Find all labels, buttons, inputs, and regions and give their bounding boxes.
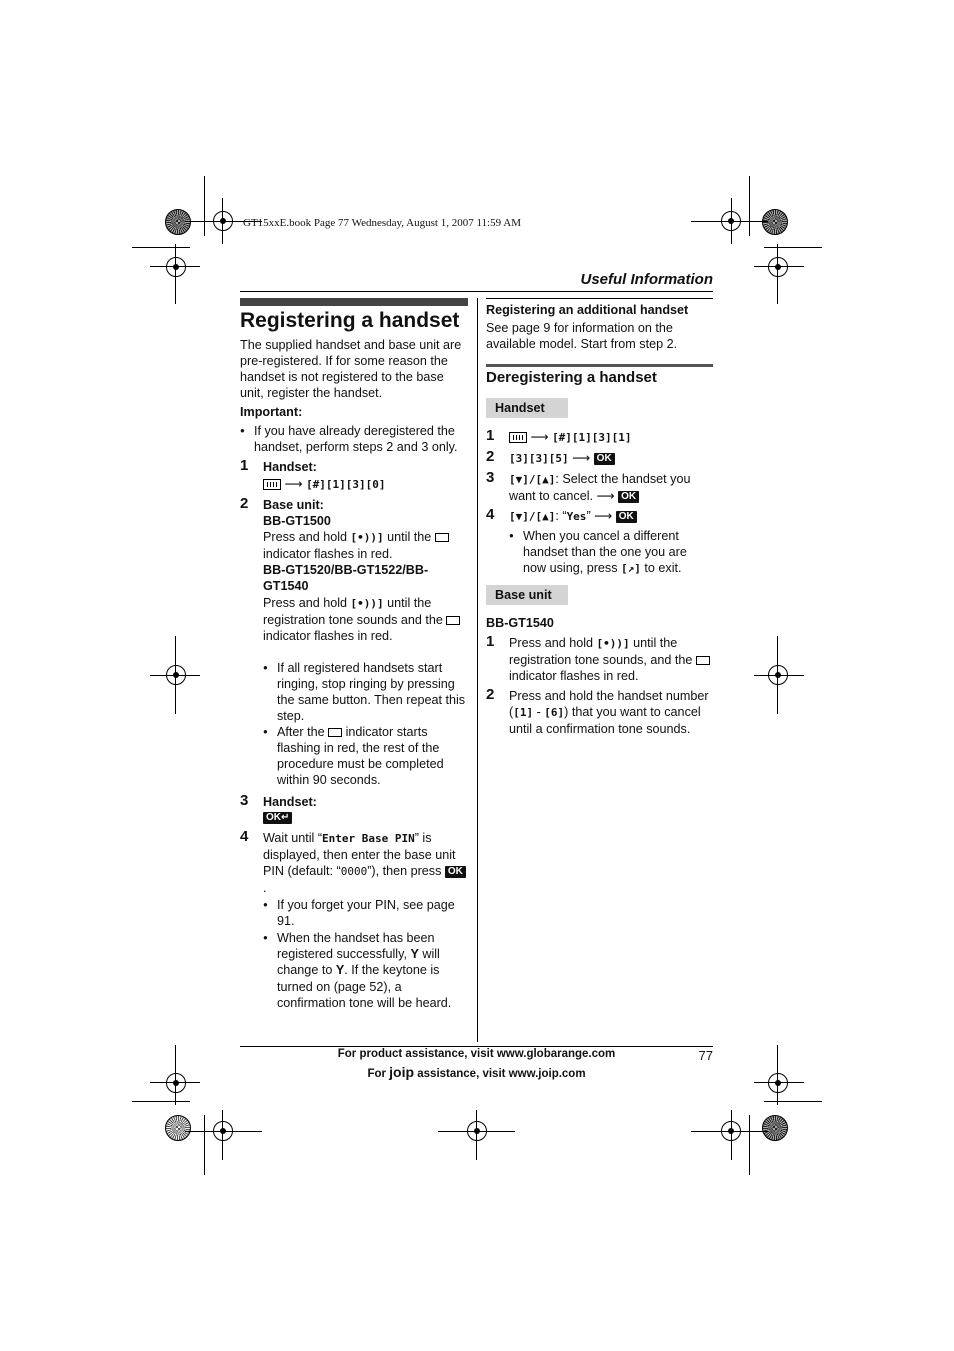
registration-disc-icon <box>762 1115 788 1141</box>
text: : “ <box>555 509 567 524</box>
dereg-step-1 <box>486 429 713 446</box>
ok-key-icon: OK <box>618 491 639 503</box>
text: When you cancel a different handset than the one you are now using, press <box>523 528 687 575</box>
ok-key-icon: OK <box>616 511 637 523</box>
registration-disc-icon <box>762 209 788 235</box>
joip-logo: joip <box>389 1064 415 1080</box>
section-title: Useful Information <box>580 271 713 288</box>
step-number: 1 <box>240 456 249 474</box>
text: Press and hold <box>509 635 597 650</box>
additional-handset-title: Registering an additional handset <box>486 303 689 317</box>
right-top-rule <box>486 298 713 299</box>
step-number: 3 <box>486 469 495 487</box>
step-number: 2 <box>486 686 495 704</box>
display-prompt: Enter Base PIN <box>322 831 415 845</box>
navigator-keys: [▼]/[▲] <box>509 473 556 487</box>
right-column <box>486 302 713 352</box>
led-indicator-icon <box>696 656 710 665</box>
left-column <box>240 309 468 1011</box>
text: . <box>263 881 267 895</box>
locator-key-icon: [•))] <box>350 531 384 545</box>
locator-key-icon: [•))] <box>596 636 630 650</box>
base-step-2 <box>486 688 713 737</box>
text: indicator starts flashing in red, the rest of the procedure must be completed within 90 seconds. <box>277 725 444 788</box>
step-number: 4 <box>240 827 249 845</box>
important-label: Important: <box>240 405 303 420</box>
model-name: BB-GT1500 <box>263 514 331 529</box>
step-number: 2 <box>486 448 495 466</box>
step-keys <box>263 476 468 493</box>
text: After the <box>277 725 329 740</box>
text: For <box>367 1068 390 1080</box>
text: Press and hold <box>263 530 351 545</box>
key-sequence: [3][3][5] <box>509 452 569 466</box>
arrow-icon: ⟶ <box>572 451 591 466</box>
default-pin: 0000 <box>340 864 368 878</box>
text: to exit. <box>640 560 682 575</box>
arrow-icon: ⟶ <box>596 489 615 504</box>
dereg-step-4 <box>486 508 713 576</box>
footer-line-2 <box>300 1064 653 1080</box>
step-number: 4 <box>486 506 495 524</box>
locator-key-icon: [•))] <box>350 596 384 610</box>
base-unit-bar: Base unit <box>486 585 568 605</box>
text: - <box>533 705 545 720</box>
step-label: Handset: <box>263 794 317 809</box>
arrow-icon: ⟶ <box>284 476 303 491</box>
handset-bar: Handset <box>486 398 568 418</box>
step-label: Handset: <box>263 459 317 474</box>
step4-bullet: ● If you forget your PIN, see page 91. <box>263 897 468 929</box>
page-title: Registering a handset <box>240 309 460 332</box>
display-option: Yes <box>566 510 587 524</box>
text: ”), then press <box>367 863 445 878</box>
step-number: 2 <box>240 494 249 512</box>
deregister-section <box>486 370 713 738</box>
text: ” <box>586 509 595 524</box>
additional-handset-text: See page 9 for information on the available model. Start from step 2. <box>486 321 678 352</box>
ok-key-icon: OK <box>445 866 466 878</box>
text: indicator flashes in red. <box>509 669 639 684</box>
text: until the registration tone sounds, and the <box>509 635 696 668</box>
file-header: GT15xxE.book Page 77 Wednesday, August 1, 2007 11:59 AM <box>243 217 521 229</box>
dereg-step-3 <box>486 471 713 504</box>
footer-rule <box>240 1046 713 1047</box>
key-sequence: [#][1][3][1] <box>552 431 632 445</box>
step-text <box>263 595 468 644</box>
text: Press and hold the handset number ( <box>509 689 709 720</box>
menu-icon <box>509 432 527 443</box>
text: Wait until “ <box>263 830 323 845</box>
text: until the <box>383 530 435 545</box>
model-name: BB-GT1520/BB-GT1522/BB-GT1540 <box>263 563 429 594</box>
step-text <box>263 830 468 896</box>
step-1 <box>240 456 468 493</box>
ok-key-icon: OK <box>594 453 615 465</box>
text: When the handset has been registered successfully, <box>277 931 435 962</box>
led-indicator-icon <box>435 533 449 542</box>
antenna-icon: Y <box>410 947 419 962</box>
step2-bullet: ● If all registered handsets start ringing, stop ringing by pressing the same button. Then repeat this step. <box>263 660 468 724</box>
text: ” is displayed, then enter the base unit PIN (default: “ <box>263 830 456 878</box>
page-number: 77 <box>698 1048 713 1063</box>
step4-bullet <box>263 930 468 1010</box>
footer-line-1: For product assistance, visit www.globarange.com <box>337 1048 616 1060</box>
model-name: BB-GT1540 <box>486 615 554 630</box>
step-2 <box>240 494 468 789</box>
key-sequence: [#][1][3][0] <box>306 477 386 491</box>
registration-target-icon <box>768 1073 788 1093</box>
digit-key: [1] <box>513 706 534 720</box>
registration-disc-icon <box>165 1115 191 1141</box>
registration-target-icon <box>768 257 788 277</box>
registration-target-icon <box>166 1073 186 1093</box>
step-label: Base unit: <box>263 497 324 512</box>
intro-text: The supplied handset and base unit are pre-registered. If for some reason the handset is not registered to the base unit, register the handset. <box>240 338 462 401</box>
text: assistance, visit www.joip.com <box>414 1068 586 1080</box>
text: Press and hold <box>263 595 351 610</box>
antenna-icon: Y <box>335 963 345 978</box>
registration-disc-icon <box>165 209 191 235</box>
step-4 <box>240 827 468 1011</box>
text: indicator flashes in red. <box>263 547 393 562</box>
off-key-icon: [↗] <box>621 561 641 575</box>
dereg-step-2 <box>486 450 713 467</box>
text: ) that you want to cancel until a confirmation tone sounds. <box>509 705 701 737</box>
text: until the registration tone sounds and the <box>263 595 447 627</box>
menu-icon <box>263 479 281 490</box>
registration-target-icon <box>166 257 186 277</box>
step2-bullet <box>263 724 468 788</box>
text: will change to <box>277 947 440 978</box>
arrow-icon: ⟶ <box>530 430 549 445</box>
step-3 <box>240 791 468 826</box>
step-number: 1 <box>486 632 495 650</box>
text: : Select the handset you want to cancel. <box>509 472 691 504</box>
title-bar <box>240 298 468 306</box>
led-indicator-icon <box>328 728 342 737</box>
step-text <box>263 529 468 562</box>
text: indicator flashes in red. <box>263 628 393 643</box>
dereg-bullet <box>509 528 713 577</box>
text: . If the keytone is turned on (page 52), a confirmation tone will be heard. <box>277 963 452 1010</box>
step-number: 1 <box>486 427 495 445</box>
header-rule <box>240 291 713 292</box>
ok-enter-icon: OK↵ <box>263 812 292 824</box>
step-number: 3 <box>240 791 249 809</box>
navigator-keys: [▼]/[▲] <box>509 510 556 524</box>
deregister-title: Deregistering a handset <box>486 369 657 386</box>
column-divider <box>477 298 478 1042</box>
section-rule <box>486 364 713 367</box>
arrow-icon: ⟶ <box>594 509 613 524</box>
digit-key: [6] <box>544 706 565 720</box>
important-bullet: ● If you have already deregistered the handset, perform steps 2 and 3 only. <box>240 423 468 455</box>
led-indicator-icon <box>446 616 460 625</box>
base-step-1 <box>486 632 713 684</box>
